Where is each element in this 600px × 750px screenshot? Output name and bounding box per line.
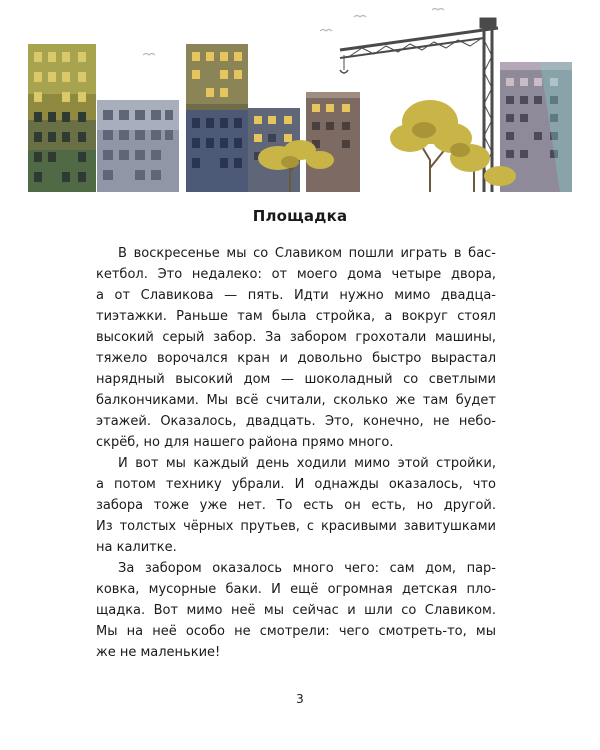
text-line: Из толстых чёрных прутьев, с красивыми завитушками [96, 519, 496, 534]
text-line: тиэтажки. Раньше там была стройка, а вокруг стоял [96, 309, 496, 324]
text-line: щадка. Вот мимо неё мы сейчас и шли со Славиком. [96, 603, 496, 618]
building-brown-icon [306, 92, 360, 192]
paragraph [96, 453, 496, 558]
page-number: 3 [296, 692, 304, 706]
paragraph [96, 243, 496, 453]
building-grey-icon [97, 100, 179, 192]
story-title: Площадка [252, 207, 348, 225]
building-tall-icon [186, 44, 248, 192]
text-line: а от Славикова — пять. Идти нужно мимо двадца- [96, 288, 496, 303]
paragraph [96, 558, 496, 663]
city-illustration [0, 0, 600, 200]
text-line: тяжело ворочался кран и довольно быстро вырастал [96, 351, 496, 366]
text-line: Мы на неё особо не смотрели: чего смотреть-то, мы [96, 624, 496, 639]
text-line: высокий серый забор. За забором грохотали машины, [96, 330, 496, 345]
text-line: этажей. Оказалось, двадцать. Это, конечно, не небо- [96, 414, 496, 429]
text-line: И вот мы каждый день ходили мимо этой стройки, [118, 456, 496, 471]
text-line: В воскресенье мы со Славиком пошли играть в бас- [118, 246, 496, 261]
text-line: нарядный высокий дом — шоколадный со светлыми [96, 372, 496, 387]
text-line: ковка, мусорные баки. И ещё огромная детская пло- [96, 582, 496, 597]
text-line: же не маленькие! [96, 645, 221, 660]
story-text [96, 243, 496, 663]
text-line: а потом технику убрали. И однажды оказалось, что [96, 477, 496, 492]
text-line: на калитке. [96, 540, 177, 555]
text-line: кетбол. Это недалеко: от моего дома четыре двора, [96, 267, 496, 282]
text-line: забора тоже уже нет. То есть он есть, но другой. [96, 498, 496, 513]
text-line: балкончиками. Мы всё считали, сколько же там будет [96, 393, 496, 408]
text-line: За забором оказалось много чего: сам дом, пар- [118, 561, 496, 576]
building-left-icon [28, 44, 96, 192]
text-line: скрёб, но для нашего района прямо много. [96, 435, 394, 450]
